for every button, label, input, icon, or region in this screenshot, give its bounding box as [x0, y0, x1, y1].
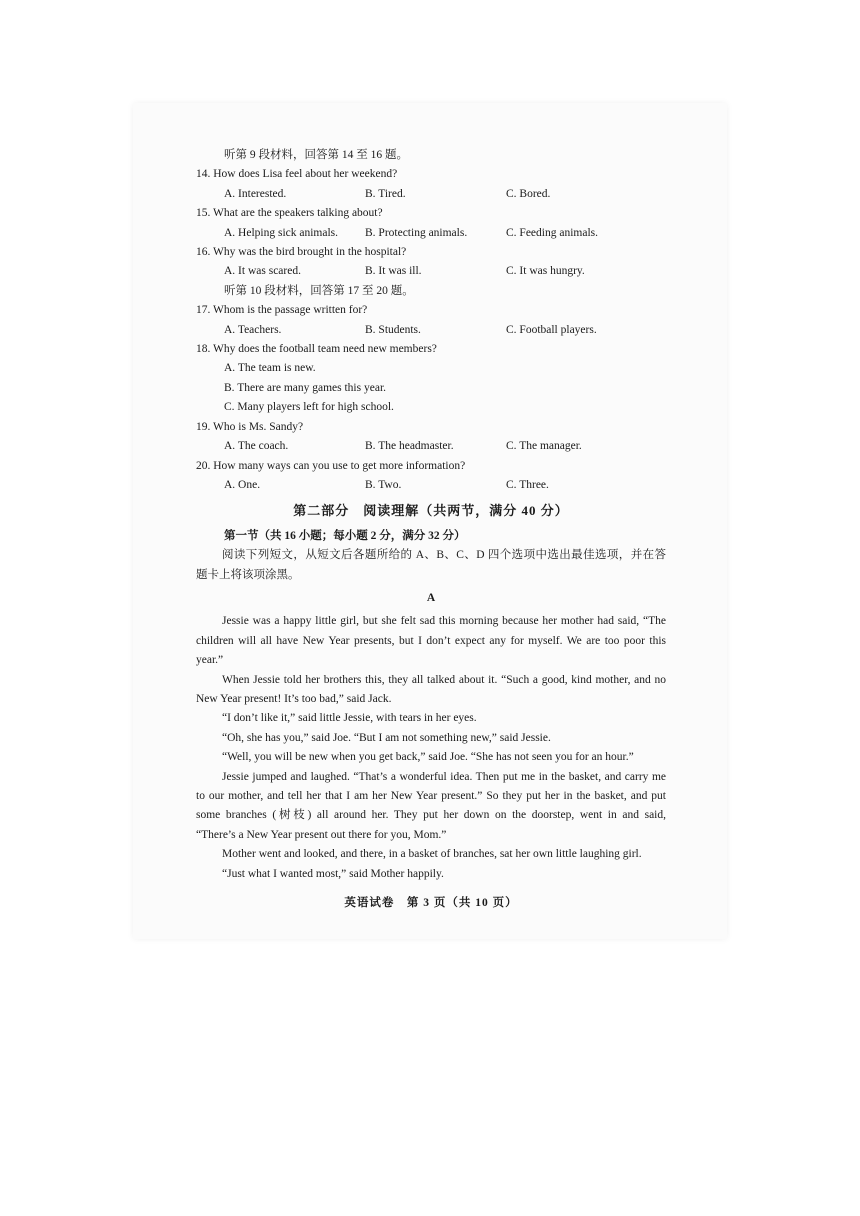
option-b: B. Two.	[365, 478, 402, 491]
question-18	[196, 340, 666, 418]
passage-a	[196, 612, 666, 884]
question-text: 16. Why was the bird brought in the hospital?	[196, 246, 407, 259]
option-a: A. The team is new.	[224, 362, 316, 375]
option-a: A. Teachers.	[224, 323, 282, 336]
question-text: 14. How does Lisa feel about her weekend?	[196, 168, 398, 181]
passage-line: Jessie was a happy little girl, but she felt sad this morning because her mother had said, “The	[222, 615, 666, 628]
reading-instruction-line2: 题卡上将该项涂黑。	[196, 568, 300, 581]
question-text: 17. Whom is the passage written for?	[196, 304, 368, 317]
option-b: B. Students.	[365, 323, 421, 336]
question-text: 20. How many ways can you use to get more information?	[196, 459, 466, 472]
passage-line: “Oh, she has you,” said Joe. “But I am not something new,” said Jessie.	[222, 731, 551, 744]
passage-line: “I don’t like it,” said little Jessie, with tears in her eyes.	[222, 712, 477, 725]
reading-instruction-line1: 阅读下列短文，从短文后各题所给的 A、B、C、D 四个选项中选出最佳选项，并在答	[222, 549, 666, 562]
option-a: A. Interested.	[224, 187, 287, 200]
passage-line: children will all have New Year presents, but I don’t expect any for myself. We are too poor this	[196, 634, 666, 647]
exam-page	[196, 146, 666, 913]
passage-line: Mother went and looked, and there, in a basket of branches, sat her own little laughing girl.	[222, 848, 642, 861]
question-14	[196, 165, 666, 204]
options-row	[196, 321, 666, 340]
option-a: A. One.	[224, 478, 261, 491]
option-c: C. Football players.	[506, 323, 597, 336]
options-row	[196, 262, 666, 281]
passage-line: “Well, you will be new when you get back,” said Joe. “She has not seen you for an hour.”	[222, 751, 634, 764]
option-b: B. The headmaster.	[365, 440, 454, 453]
passage-line: to our mother, and tell her that I am her New Year present.” So they put her in the basket, and put	[196, 790, 666, 802]
option-a: A. It was scared.	[224, 265, 301, 278]
passage-line: “Just what I wanted most,” said Mother happily.	[222, 867, 444, 880]
question-19	[196, 418, 666, 457]
question-20	[196, 457, 666, 496]
passage-line: “There’s a New Year present out there for you, Mom.”	[196, 828, 447, 841]
question-text: 15. What are the speakers talking about?	[196, 207, 383, 220]
listening-intro-10: 听第 10 段材料，回答第 17 至 20 题。	[224, 284, 414, 297]
option-c: C. Many players left for high school.	[224, 401, 394, 414]
passage-line: some branches (树枝) all around her. They put her down on the doorstep, went in and said,	[196, 809, 666, 822]
option-c: C. The manager.	[506, 440, 582, 453]
option-b: B. Protecting animals.	[365, 226, 468, 239]
options-row	[196, 437, 666, 456]
options-row	[196, 476, 666, 495]
passage-label: A	[426, 591, 436, 604]
options-row	[196, 185, 666, 204]
option-c: C. Three.	[506, 478, 549, 491]
option-a: A. Helping sick animals.	[224, 226, 339, 239]
options-row	[196, 224, 666, 243]
option-c: C. It was hungry.	[506, 265, 585, 278]
passage-line: When Jessie told her brothers this, they all talked about it. “Such a good, kind mother, and no	[222, 673, 666, 686]
passage-line: New Year present! It’s too bad,” said Jack.	[196, 692, 392, 705]
section-one-title: 第一节（共 16 小题；每小题 2 分，满分 32 分）	[224, 529, 466, 542]
option-a: A. The coach.	[224, 440, 289, 453]
part-two-title: 第二部分 阅读理解（共两节，满分 40 分）	[293, 503, 569, 519]
page-footer: 英语试卷 第 3 页（共 10 页）	[344, 897, 518, 910]
question-text: 19. Who is Ms. Sandy?	[196, 420, 304, 433]
question-15	[196, 204, 666, 243]
option-b: B. There are many games this year.	[224, 381, 387, 394]
passage-line: year.”	[196, 654, 224, 667]
option-c: C. Bored.	[506, 187, 551, 200]
question-17	[196, 301, 666, 340]
listening-intro-9: 听第 9 段材料，回答第 14 至 16 题。	[224, 149, 408, 161]
question-16	[196, 243, 666, 282]
question-text: 18. Why does the football team need new members?	[196, 343, 437, 356]
option-b: B. It was ill.	[365, 265, 422, 278]
passage-line: Jessie jumped and laughed. “That’s a wonderful idea. Then put me in the basket, and carry me	[222, 770, 666, 783]
option-b: B. Tired.	[365, 187, 406, 200]
option-c: C. Feeding animals.	[506, 226, 598, 239]
